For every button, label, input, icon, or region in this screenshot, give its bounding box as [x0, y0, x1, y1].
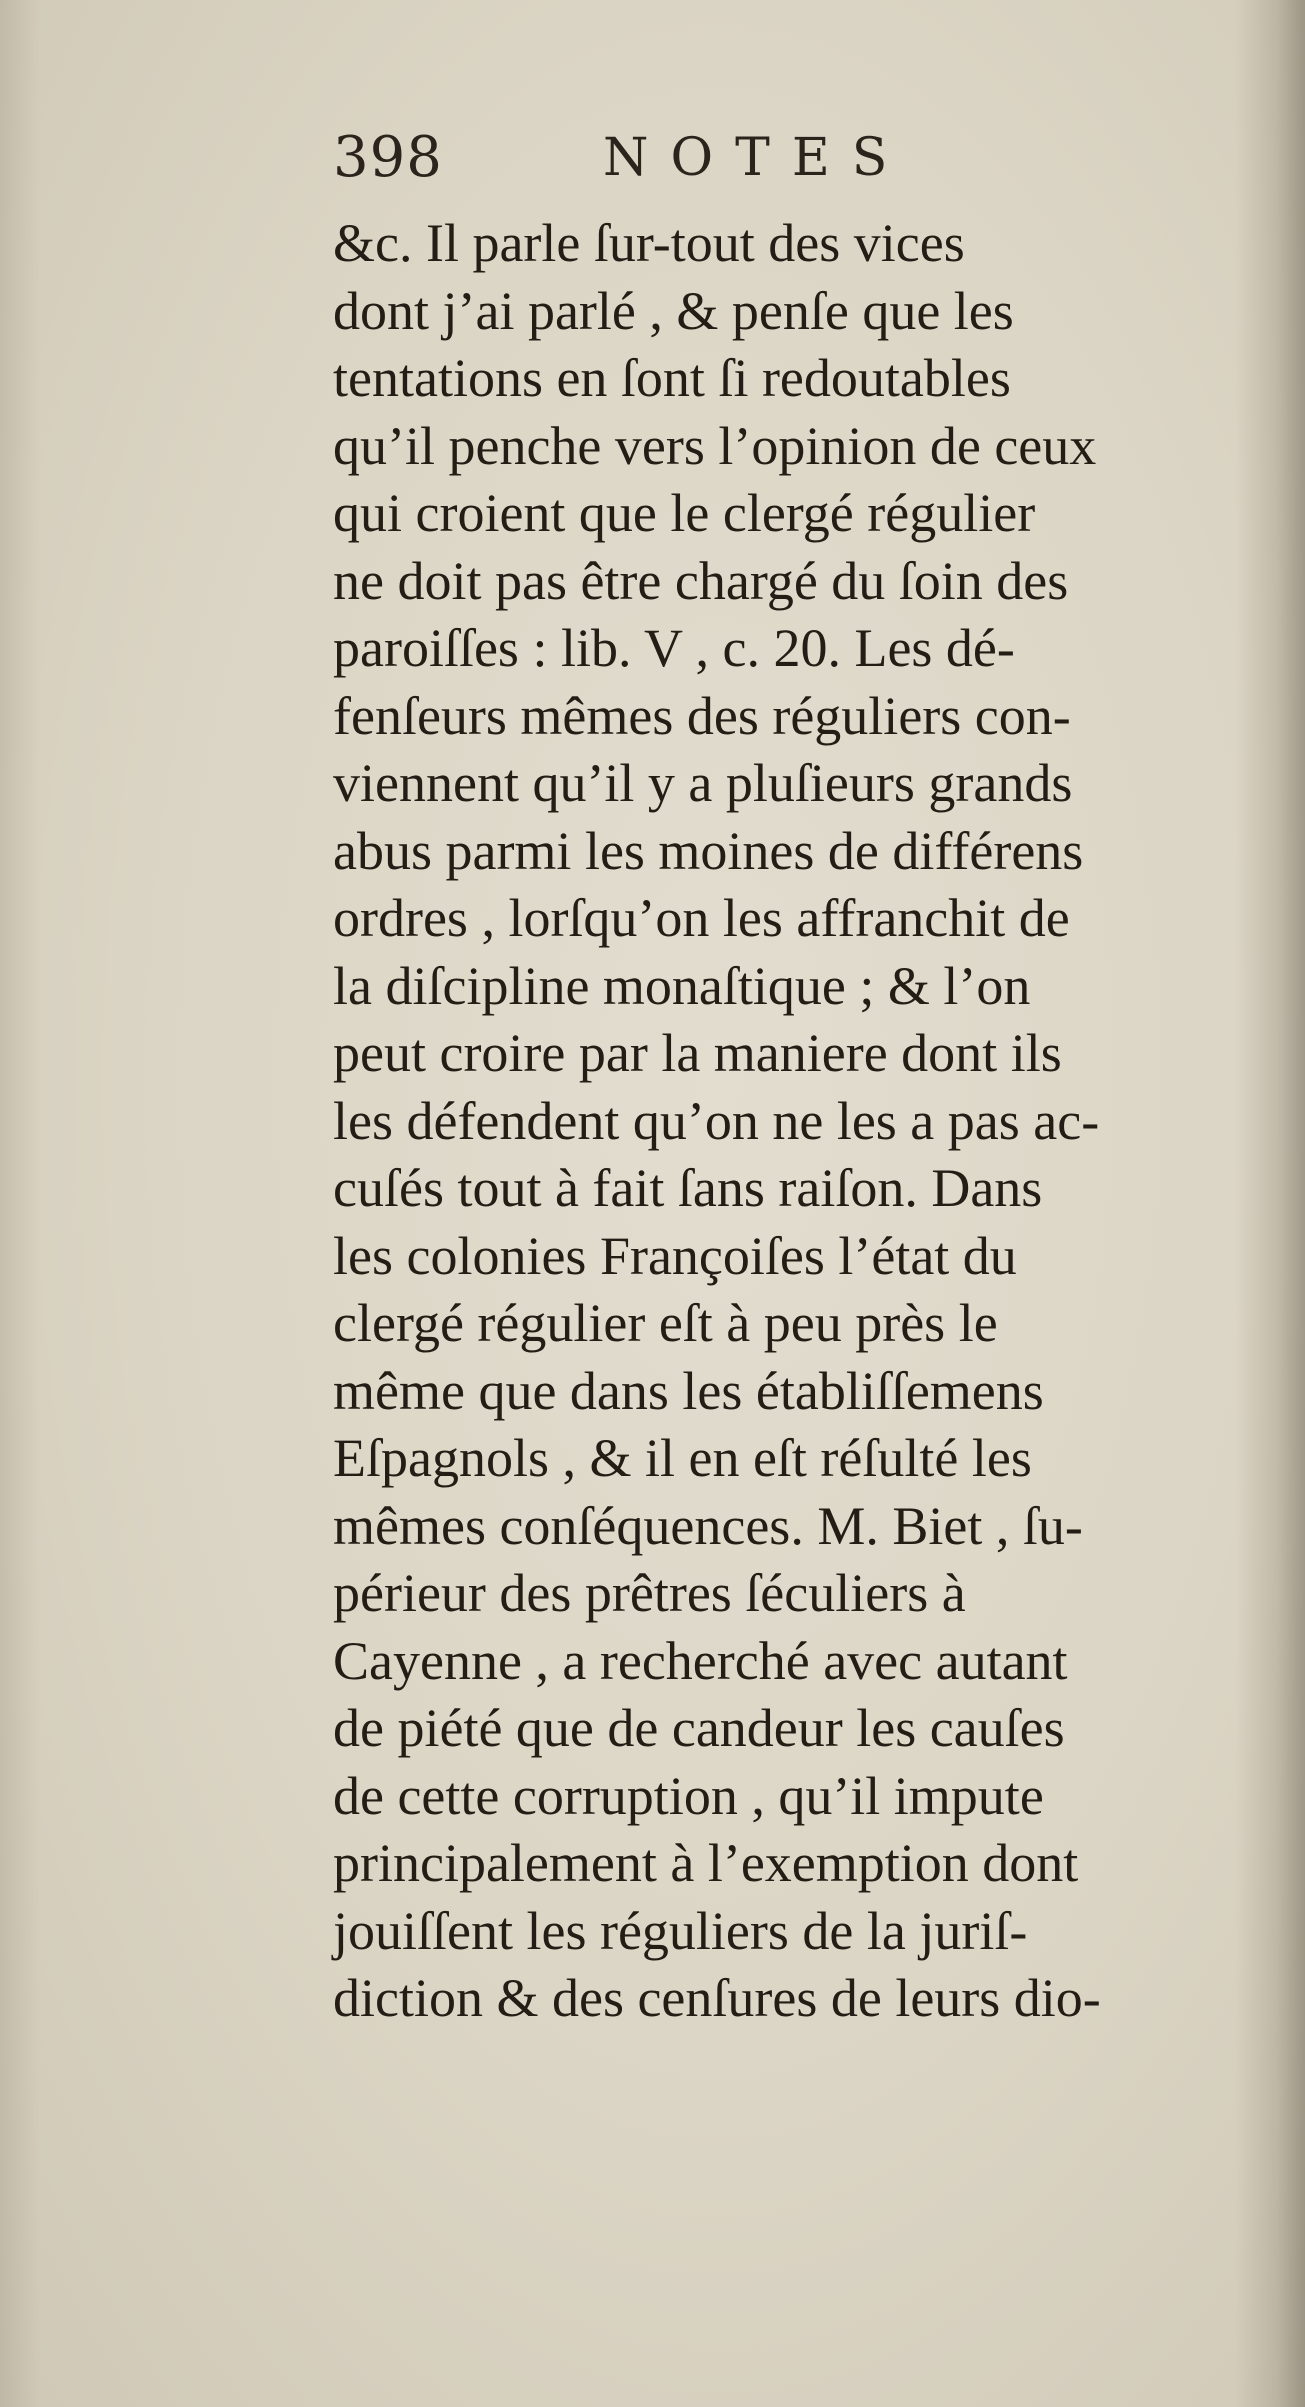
body-text: [333, 210, 1263, 2033]
text-line: tentations en ſont ſi redoutables: [333, 348, 1011, 408]
text-line: la diſcipline monaſtique ; & l’on: [333, 955, 1031, 1016]
text-line: viennent qu’il y a pluſieurs grands: [333, 753, 1073, 813]
text-line: les colonies Françoiſes l’état du: [333, 1225, 1017, 1286]
text-line: &c. Il parle ſur-tout des vices: [333, 213, 965, 273]
text-line: qui croient que le clergé régulier: [333, 483, 1036, 543]
page-number: 398: [333, 125, 443, 190]
text-line: clergé régulier eſt à peu près le: [333, 1293, 998, 1353]
text-line: ne doit pas être chargé du ſoin des: [333, 550, 1069, 611]
text-line: cuſés tout à fait ſans raiſon. Dans: [333, 1158, 1043, 1218]
text-line: principalement à l’exemption dont: [333, 1833, 1079, 1893]
running-head: NOTES: [603, 128, 910, 188]
text-line: ordres , lorſqu’on les affranchit de: [333, 888, 1070, 948]
text-line: périeur des prêtres ſéculiers à: [333, 1563, 966, 1623]
page-header: [333, 118, 973, 198]
text-line: abus parmi les moines de différens: [333, 820, 1084, 881]
text-line: Cayenne , a recherché avec autant: [333, 1630, 1068, 1691]
text-line: même que dans les établiſſemens: [333, 1360, 1044, 1421]
text-line: dont j’ai parlé , & penſe que les: [333, 280, 1014, 341]
text-line: Eſpagnols , & il en eſt réſulté les: [333, 1428, 1032, 1488]
text-line: de piété que de candeur les cauſes: [333, 1698, 1065, 1758]
text-line: qu’il penche vers l’opinion de ceux: [333, 415, 1097, 476]
text-line: paroiſſes : lib. V , c. 20. Les dé-: [333, 618, 1015, 678]
text-line: les défendent qu’on ne les a pas ac-: [333, 1090, 1100, 1151]
text-line: de cette corruption , qu’il impute: [333, 1765, 1044, 1826]
page-left-edge-shadow: [0, 0, 40, 2407]
text-line: diction & des cenſures de leurs dio-: [333, 1968, 1101, 2028]
text-line: jouiſſent les réguliers de la juriſ-: [333, 1900, 1028, 1961]
text-line: mêmes conſéquences. M. Biet , ſu-: [333, 1495, 1083, 1556]
text-line: peut croire par la maniere dont ils: [333, 1023, 1062, 1083]
text-line: fenſeurs mêmes des réguliers con-: [333, 685, 1071, 746]
